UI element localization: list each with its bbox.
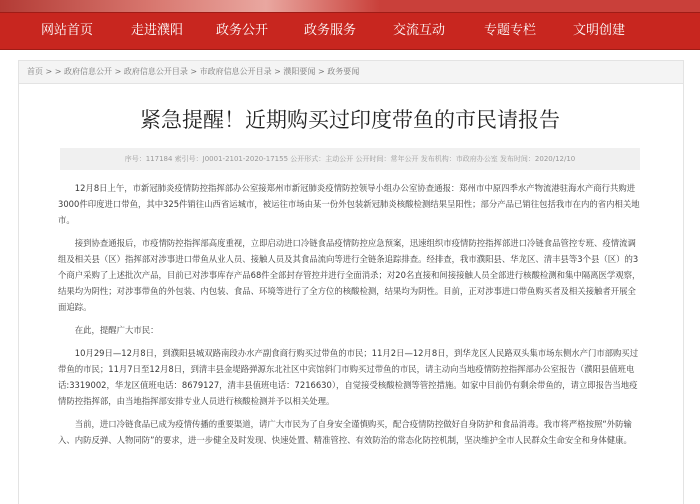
- nav-special-topics[interactable]: 专题专栏: [483, 23, 536, 38]
- paragraph: 在此，提醒广大市民：: [74, 325, 159, 335]
- main-nav: [0, 12, 700, 50]
- header-banner: [0, 0, 700, 12]
- breadcrumb[interactable]: 首页 > > 政府信息公开 > 政府信息公开目录 > 市政府信息公开目录 > 濮阳要闻 > 政务要闻: [27, 67, 360, 76]
- page-title: 紧急提醒！近期购买过印度带鱼的市民请报告: [140, 108, 560, 132]
- nav-gov-disclosure[interactable]: 政务公开: [215, 23, 268, 38]
- paragraph: 当前，进口冷链食品已成为疫情传播的重要渠道，请广大市民为了自身安全谨慎购买，配合疫情防控做好自身防护和食品消毒。我市将严格按照“外防输入、内防反弹、人物同防”的要求，进一步健全及时发现、快速处置、精准管控、有效防治的常态化防控机制，坚决维护全市人民群众生命安全和身体健康。: [58, 419, 632, 445]
- article-meta: 序号：117184 索引号：J0001-2101-2020-17155 公开形式：主动公开 公开时间：常年公开 发布机构：市政府办公室 发布时间：2020/12/10: [60, 148, 640, 170]
- nav-interaction[interactable]: 交流互动: [392, 23, 445, 38]
- breadcrumb-bar: [18, 60, 684, 84]
- nav-civilization[interactable]: 文明创建: [572, 23, 625, 38]
- article-body: [58, 180, 642, 455]
- paragraph: 接到协查通报后，市疫情防控指挥部高度重视，立即启动进口冷链食品疫情防控应急预案，迅速组织市疫情防控指挥部进口冷链食品管控专班、疫情流调组及相关县（区）指挥部对涉事进口带鱼从业人员、接触人员及其食品流向等进行全链条追踪排查。经排查，我市濮阳县、华龙区、清丰县等3个县（区）的3个商户采购了上述批次产品，目前已对涉事库存产品68件全部封存管控并进行全面消杀；对20名直接和间接接触人员全部进行核酸检测和集中隔离医学观察，结果均为阴性；对涉事带鱼的外包装、内包装、食品、环境等进行了全方位的核酸检测，结果均为阴性。目前，正对涉事进口带鱼购买者及相关接触者开展全面追踪。: [58, 238, 641, 312]
- nav-home[interactable]: 网站首页: [40, 23, 93, 38]
- nav-gov-services[interactable]: 政务服务: [303, 23, 356, 38]
- paragraph: 12月8日上午，市新冠肺炎疫情防控指挥部办公室接郑州市新冠肺炎疫情防控领导小组办公室协查通报：郑州市中原四季水产物流港驻海水产商行共购进3000件印度进口带鱼，其中325件销往山西省运城市，被运往市场由某一份外包装新冠肺炎核酸检测结果呈阳性；部分产品已销往包括我市在内的省内相关地市。: [58, 183, 640, 225]
- nav-about-puyang[interactable]: 走进濮阳: [130, 23, 183, 38]
- banner-gradient: [0, 0, 380, 12]
- paragraph: 10月29日—12月8日，到濮阳县城双路南段办水产副食商行购买过带鱼的市民；11月2日—12月8日，到华龙区人民路双头集市场东侧水产门市部购买过带鱼的市民；11月7日至12月8日，到清丰县金堤路弹源东北社区中宾馆斜门市购买过带鱼的市民，请主动向当地疫情防控指挥部办公室报告（濮阳县值班电话:3319002，华龙区值班电话：8679127，清丰县值班电话：7216630），自觉接受核酸检测等管控措施。如家中目前仍有剩余带鱼的，请立即报告当地疫情防控指挥部，由当地指挥部安排专业人员进行核酸检测并予以相关处理。: [58, 348, 639, 406]
